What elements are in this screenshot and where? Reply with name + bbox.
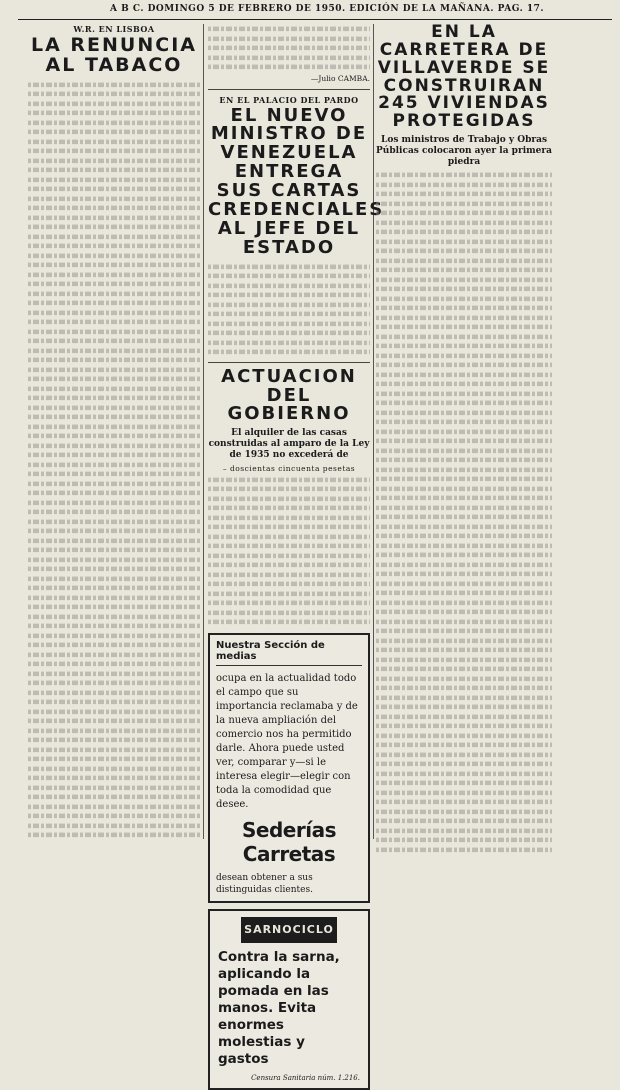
text-line: [28, 386, 200, 390]
text-line: [28, 339, 200, 343]
text-line: [208, 525, 370, 529]
text-line: [208, 302, 370, 306]
text-line: [28, 472, 200, 476]
text-line: [28, 690, 200, 694]
text-line: [28, 747, 200, 751]
text-line: [376, 610, 552, 614]
text-line: [208, 563, 370, 567]
text-line: [208, 506, 370, 510]
text-line: [208, 65, 370, 69]
text-line: [376, 800, 552, 804]
text-line: [208, 264, 370, 268]
text-line: [376, 354, 552, 358]
text-line: [28, 120, 200, 124]
text-line: [28, 510, 200, 514]
text-line: [376, 439, 552, 443]
article-body-gobierno: [208, 475, 370, 627]
venezuela-headline: EL NUEVO MINISTRO DE VENEZUELA ENTREGA SUS CARTAS CREDENCIALES AL JEFE DEL ESTADO: [208, 104, 385, 258]
text-line: [28, 500, 200, 504]
text-line: [28, 405, 200, 409]
text-line: [28, 491, 200, 495]
text-line: [376, 734, 552, 738]
advert-logo: SARNOCICLO: [241, 917, 337, 943]
text-line: [28, 757, 200, 761]
text-line: [28, 709, 200, 713]
text-line: [28, 215, 200, 219]
section-divider: [208, 362, 370, 363]
text-line: [28, 158, 200, 162]
text-line: [28, 671, 200, 675]
text-line: [208, 312, 370, 316]
text-line: [376, 829, 552, 833]
text-line: [376, 810, 552, 814]
text-line: [28, 766, 200, 770]
text-line: [376, 639, 552, 643]
text-line: [376, 211, 552, 215]
text-line: [376, 553, 552, 557]
text-line: [376, 819, 552, 823]
text-line: [28, 462, 200, 466]
advert-footer: desean obtener a sus distinguidas clientes.: [216, 872, 313, 895]
text-line: [376, 221, 552, 225]
advert-sederias: [208, 633, 370, 903]
text-line: [28, 234, 200, 238]
text-line: [376, 382, 552, 386]
text-line: [208, 620, 370, 624]
text-line: [28, 481, 200, 485]
left-kicker: W.R. EN LISBOA: [73, 24, 155, 34]
text-line: [28, 434, 200, 438]
text-line: [28, 301, 200, 305]
text-line: [28, 168, 200, 172]
text-line: [28, 814, 200, 818]
text-line: [376, 316, 552, 320]
text-line: [28, 548, 200, 552]
text-line: [28, 652, 200, 656]
text-line: [28, 576, 200, 580]
text-line: [376, 572, 552, 576]
text-line: [28, 795, 200, 799]
text-line: [28, 424, 200, 428]
text-line: [376, 601, 552, 605]
text-line: [28, 804, 200, 808]
text-line: [376, 363, 552, 367]
text-line: [376, 287, 552, 291]
text-line: [376, 373, 552, 377]
text-line: [376, 696, 552, 700]
advert-sarna-text: Contra la sarna, aplicando la pomada en las manos. Evita enormes molestias y gastos: [218, 948, 340, 1067]
text-line: [208, 477, 370, 481]
text-line: [28, 367, 200, 371]
text-line: [28, 149, 200, 153]
text-line: [28, 263, 200, 267]
text-line: [376, 724, 552, 728]
text-line: [28, 282, 200, 286]
text-line: [376, 249, 552, 253]
text-line: [28, 776, 200, 780]
text-line: [28, 605, 200, 609]
text-line: [28, 396, 200, 400]
text-line: [208, 283, 370, 287]
text-line: [28, 320, 200, 324]
text-line: [208, 572, 370, 576]
text-line: [376, 306, 552, 310]
text-line: [376, 297, 552, 301]
text-line: [376, 183, 552, 187]
text-line: [28, 310, 200, 314]
text-line: [376, 268, 552, 272]
text-line: [28, 196, 200, 200]
text-line: [376, 848, 552, 852]
article-body-tabaco: [28, 80, 200, 840]
text-line: [28, 633, 200, 637]
text-line: [28, 681, 200, 685]
article-body-venezuela: [208, 262, 370, 357]
text-line: [376, 401, 552, 405]
text-line: [28, 272, 200, 276]
text-line: [28, 538, 200, 542]
text-line: [376, 743, 552, 747]
text-line: [208, 350, 370, 354]
text-line: [28, 700, 200, 704]
villaverde-headline: EN LA CARRETERA DE VILLAVERDE SE CONSTRUIRAN 245 VIVIENDAS PROTEGIDAS: [377, 22, 551, 132]
text-line: [28, 833, 200, 837]
text-line: [208, 582, 370, 586]
text-line: [208, 274, 370, 278]
text-line: [28, 519, 200, 523]
text-line: [28, 244, 200, 248]
text-line: [28, 206, 200, 210]
column-divider: [203, 24, 204, 839]
text-line: [28, 624, 200, 628]
text-line: [28, 225, 200, 229]
text-line: [208, 515, 370, 519]
section-divider: [208, 89, 370, 90]
text-line: [28, 557, 200, 561]
text-line: [28, 719, 200, 723]
advert-text: ocupa en la actualidad todo el campo que su importancia reclamaba y de la nueva ampliación del comercio nos ha permitido darle. Ahora puede usted ver, comparar y—si le interesa elegir—elegir con toda la comodidad que desee.: [216, 672, 358, 810]
text-line: [208, 55, 370, 59]
text-line: [28, 139, 200, 143]
text-line: [208, 496, 370, 500]
text-line: [208, 553, 370, 557]
text-line: [376, 791, 552, 795]
text-line: [208, 487, 370, 491]
left-column: [28, 24, 200, 839]
text-line: [376, 667, 552, 671]
gobierno-subhead: El alquiler de las casas construidas al amparo de la Ley de 1935 no excederá de: [208, 428, 370, 460]
text-line: [208, 591, 370, 595]
text-line: [376, 259, 552, 263]
text-line: [376, 534, 552, 538]
text-line: [28, 111, 200, 115]
text-line: [28, 187, 200, 191]
text-line: [376, 582, 552, 586]
advert-brand: Sederías Carretas: [242, 817, 336, 866]
text-line: [28, 529, 200, 533]
text-line: [28, 823, 200, 827]
text-line: [376, 278, 552, 282]
text-line: [208, 340, 370, 344]
advert-censura: Censura Sanitaria núm. 1.216.: [251, 1073, 360, 1082]
text-line: [28, 92, 200, 96]
gobierno-subhead-2: – doscientas cincuenta pesetas: [222, 463, 356, 473]
text-line: [376, 192, 552, 196]
text-line: [376, 506, 552, 510]
middle-column: [208, 24, 385, 1082]
text-line: [208, 331, 370, 335]
text-line: [28, 329, 200, 333]
text-line: [376, 477, 552, 481]
text-line: [376, 430, 552, 434]
text-line: [376, 173, 552, 177]
text-line: [28, 82, 200, 86]
text-line: [376, 230, 552, 234]
text-line: [28, 358, 200, 362]
text-line: [376, 449, 552, 453]
page-header: A B C. DOMINGO 5 DE FEBRERO DE 1950. EDICIÓN DE LA MAÑANA. PAG. 17.: [110, 4, 544, 14]
text-line: [376, 325, 552, 329]
text-line: [376, 781, 552, 785]
text-line: [376, 392, 552, 396]
text-line: [376, 838, 552, 842]
text-line: [28, 443, 200, 447]
text-line: [28, 662, 200, 666]
gobierno-headline: ACTUACION DEL GOBIERNO: [221, 365, 357, 425]
text-line: [28, 728, 200, 732]
author-signature: —Julio CAMBA.: [310, 73, 370, 83]
text-line: [208, 36, 370, 40]
text-line: [28, 253, 200, 257]
text-line: [376, 563, 552, 567]
text-line: [376, 458, 552, 462]
text-line: [208, 27, 370, 31]
text-line: [376, 487, 552, 491]
text-line: [376, 544, 552, 548]
text-line: [376, 762, 552, 766]
text-line: [376, 629, 552, 633]
text-line: [376, 420, 552, 424]
text-line: [376, 591, 552, 595]
text-line: [376, 715, 552, 719]
text-line: [376, 335, 552, 339]
villaverde-subhead: Los ministros de Trabajo y Obras Públicas colocaron ayer la primera piedra: [376, 135, 552, 167]
left-headline: LA RENUNCIA AL TABACO: [31, 34, 197, 76]
text-line: [376, 705, 552, 709]
text-line: [376, 677, 552, 681]
text-line: [208, 534, 370, 538]
text-line: [28, 614, 200, 618]
text-line: [28, 377, 200, 381]
text-line: [376, 344, 552, 348]
text-line: [376, 468, 552, 472]
text-line: [376, 496, 552, 500]
text-line: [28, 738, 200, 742]
text-line: [28, 567, 200, 571]
advert-title: Nuestra Sección de medias: [216, 640, 362, 666]
text-line: [208, 321, 370, 325]
text-line: [376, 620, 552, 624]
text-line: [376, 753, 552, 757]
text-line: [376, 658, 552, 662]
text-line: [376, 648, 552, 652]
header-rule: [18, 19, 612, 20]
text-line: [376, 411, 552, 415]
text-line: [376, 240, 552, 244]
text-line: [208, 544, 370, 548]
text-line: [28, 415, 200, 419]
text-line: [376, 525, 552, 529]
article-body-villaverde: [376, 170, 552, 854]
text-line: [376, 515, 552, 519]
text-line: [28, 130, 200, 134]
column-divider: [373, 24, 374, 839]
text-line: [208, 610, 370, 614]
text-line: [28, 177, 200, 181]
text-line: [28, 595, 200, 599]
text-line: [28, 348, 200, 352]
advert-sarna: [208, 909, 370, 1090]
text-line: [28, 291, 200, 295]
mid-kicker: EN EL PALACIO DEL PARDO: [219, 94, 359, 105]
text-line: [208, 293, 370, 297]
text-line: [28, 785, 200, 789]
text-line: [208, 601, 370, 605]
right-column: [376, 24, 552, 839]
text-line: [376, 686, 552, 690]
text-line: [28, 453, 200, 457]
text-line: [28, 643, 200, 647]
text-line: [28, 586, 200, 590]
text-line: [208, 46, 370, 50]
text-line: [376, 772, 552, 776]
text-line: [376, 202, 552, 206]
text-line: [28, 101, 200, 105]
